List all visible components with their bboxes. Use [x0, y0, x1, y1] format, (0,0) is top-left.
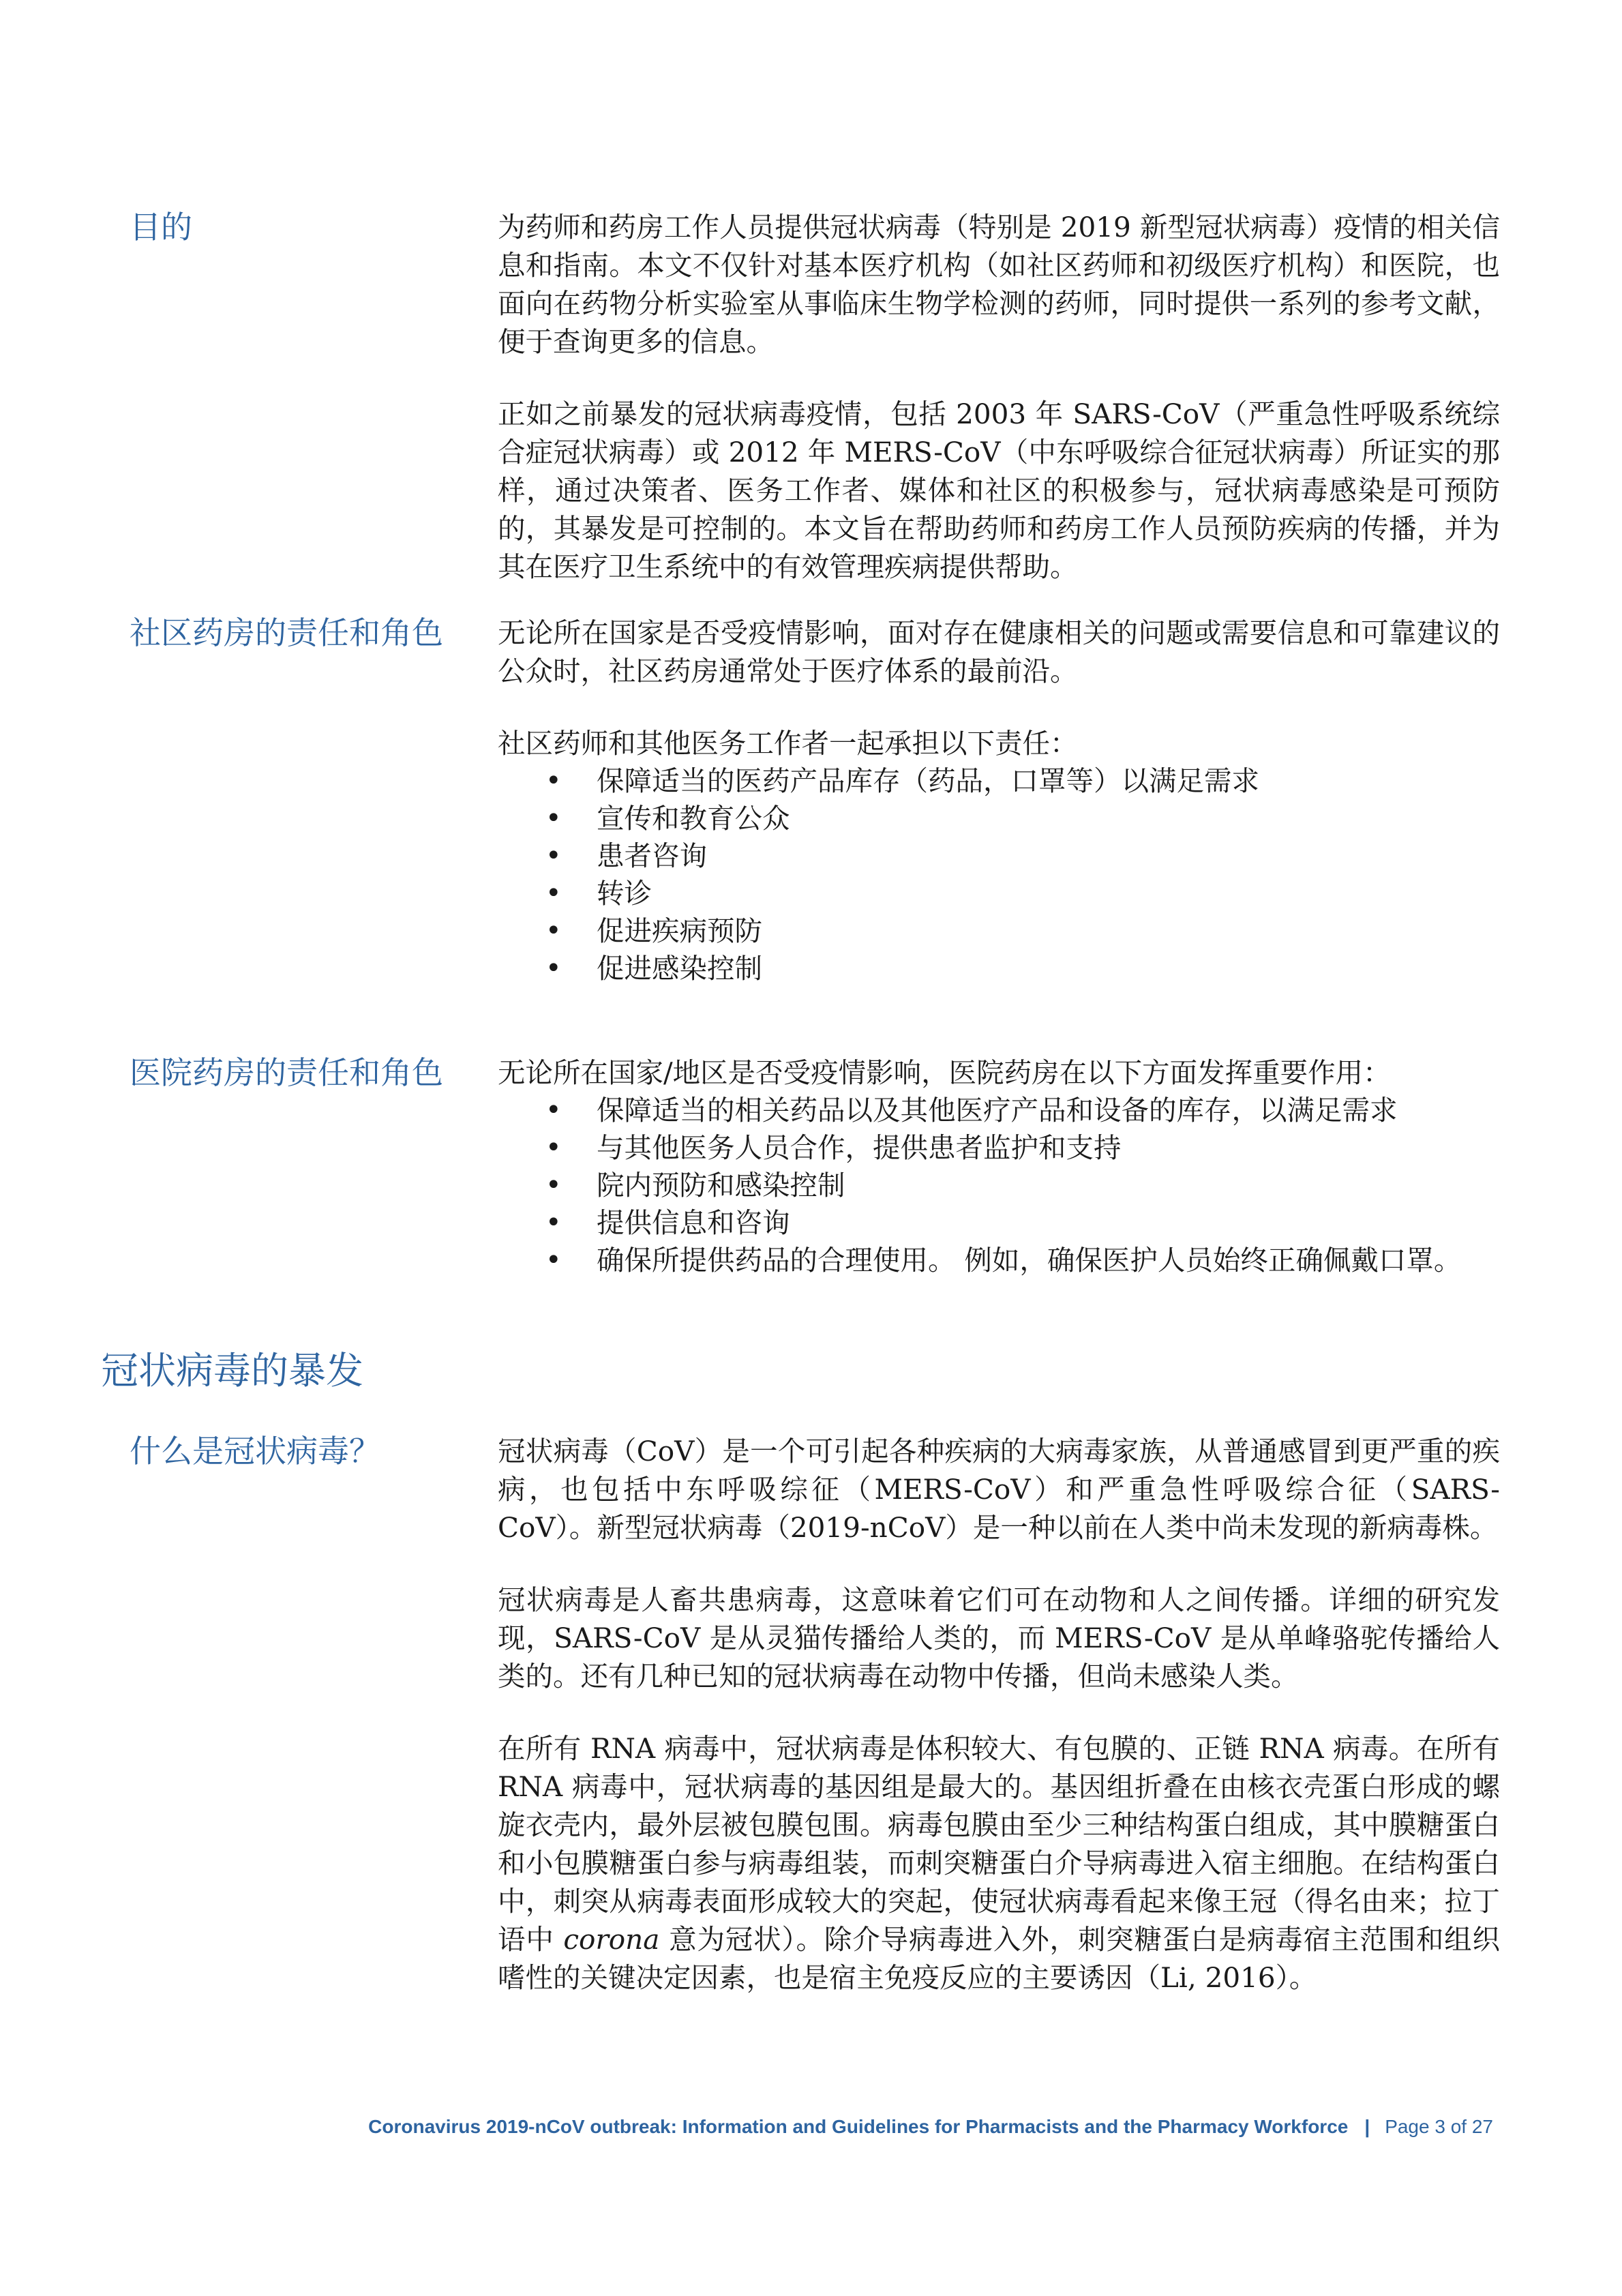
list-item: • 促进感染控制 [498, 950, 1500, 987]
what-is-paragraph-3-part-1: 在所有 RNA 病毒中，冠状病毒是体积较大、有包膜的、正链 RNA 病毒。在所有 RNA 病毒中，冠状病毒的基因组是最大的。基因组折叠在由核衣壳蛋白形成的螺旋衣壳内，最外层被包膜包围。病毒包膜由至少三种结构蛋白组成，其中膜糖蛋白和小包膜糖蛋白参与病毒组装，而刺突糖蛋白介导病毒进入宿主细胞。在结构蛋白中，刺突从病毒表面形成较大的突起，使冠状病毒看起来像王冠（得名由来；拉丁语中 [498, 1732, 1500, 1956]
list-item: • 确保所提供药品的合理使用。 例如，确保医护人员始终正确佩戴口罩。 [498, 1242, 1500, 1279]
list-item: • 保障适当的医药产品库存（药品，口罩等）以满足需求 [498, 762, 1500, 800]
list-item: • 患者咨询 [498, 837, 1500, 875]
latin-term-corona: corona [563, 1923, 660, 1956]
what-is-paragraph-2: 冠状病毒是人畜共患病毒，这意味着它们可在动物和人之间传播。详细的研究发现，SARS-CoV 是从灵猫传播给人类的，而 MERS-CoV 是从单峰骆驼传播给人类的。还有几种已知的冠状病毒在动物中传播，但尚未感染人类。 [498, 1583, 1500, 1693]
community-body [498, 614, 1500, 987]
page-footer [0, 2116, 1493, 2138]
purpose-body [498, 208, 1500, 586]
list-item: • 院内预防和感染控制 [498, 1167, 1500, 1204]
footer-separator: | [1364, 2116, 1370, 2137]
list-item: • 促进疾病预防 [498, 912, 1500, 950]
section-label-hospital-pharmacy: 医院药房的责任和角色 [130, 1054, 443, 1091]
what-is-paragraph-3 [498, 1729, 1500, 1997]
hospital-intro: 无论所在国家/地区是否受疫情影响，医院药房在以下方面发挥重要作用： [498, 1056, 1391, 1089]
list-item: • 提供信息和咨询 [498, 1204, 1500, 1242]
section-label-community-pharmacy: 社区药房的责任和角色 [130, 614, 443, 651]
what-is-body [498, 1432, 1500, 1997]
community-paragraph-1: 无论所在国家是否受疫情影响，面对存在健康相关的问题或需要信息和可靠建议的公众时，社区药房通常处于医疗体系的最前沿。 [498, 616, 1500, 687]
section-heading-outbreak: 冠状病毒的暴发 [101, 1349, 364, 1392]
community-responsibility-list [498, 762, 1500, 987]
section-label-what-is-coronavirus: 什么是冠状病毒？ [130, 1433, 380, 1470]
list-item: • 与其他医务人员合作，提供患者监护和支持 [498, 1129, 1500, 1167]
footer-document-title: Coronavirus 2019-nCoV outbreak: Information and Guidelines for Pharmacists and the Pharmacy Workforce [368, 2116, 1349, 2137]
purpose-paragraph-2: 正如之前暴发的冠状病毒疫情，包括 2003 年 SARS-CoV（严重急性呼吸系统综合症冠状病毒）或 2012 年 MERS-CoV（中东呼吸综合征冠状病毒）所证实的那样，通过决策者、医务工作者、媒体和社区的积极参与，冠状病毒感染是可预防的，其暴发是可控制的。本文旨在帮助药师和药房工作人员预防疾病的传播，并为其在医疗卫生系统中的有效管理疾病提供帮助。 [498, 398, 1500, 583]
community-paragraph-2: 社区药师和其他医务工作者一起承担以下责任： [498, 727, 1078, 760]
hospital-role-list [498, 1092, 1500, 1279]
what-is-paragraph-1: 冠状病毒（CoV）是一个可引起各种疾病的大病毒家族，从普通感冒到更严重的疾病，也包括中东呼吸综征（MERS-CoV）和严重急性呼吸综合征（SARS-CoV）。新型冠状病毒（2019-nCoV）是一种以前在人类中尚未发现的新病毒株。 [498, 1435, 1500, 1544]
hospital-body [498, 1054, 1500, 1279]
section-label-purpose: 目的 [130, 209, 192, 245]
list-item: • 保障适当的相关药品以及其他医疗产品和设备的库存，以满足需求 [498, 1092, 1500, 1129]
footer-page-number: Page 3 of 27 [1385, 2116, 1493, 2137]
what-is-paragraph-3-part-2: 意为冠状）。除介导病毒进入外，刺突糖蛋白是病毒宿主范围和组织嗜性的关键决定因素，也是宿主免疫反应的主要诱因（Li, 2016）。 [498, 1923, 1501, 1994]
purpose-paragraph-1: 为药师和药房工作人员提供冠状病毒（特别是 2019 新型冠状病毒）疫情的相关信息和指南。本文不仅针对基本医疗机构（如社区药师和初级医疗机构）和医院，也面向在药物分析实验室从事临床生物学检测的药师，同时提供一系列的参考文献，便于查询更多的信息。 [498, 211, 1500, 358]
list-item: • 宣传和教育公众 [498, 800, 1500, 837]
list-item: • 转诊 [498, 875, 1500, 912]
